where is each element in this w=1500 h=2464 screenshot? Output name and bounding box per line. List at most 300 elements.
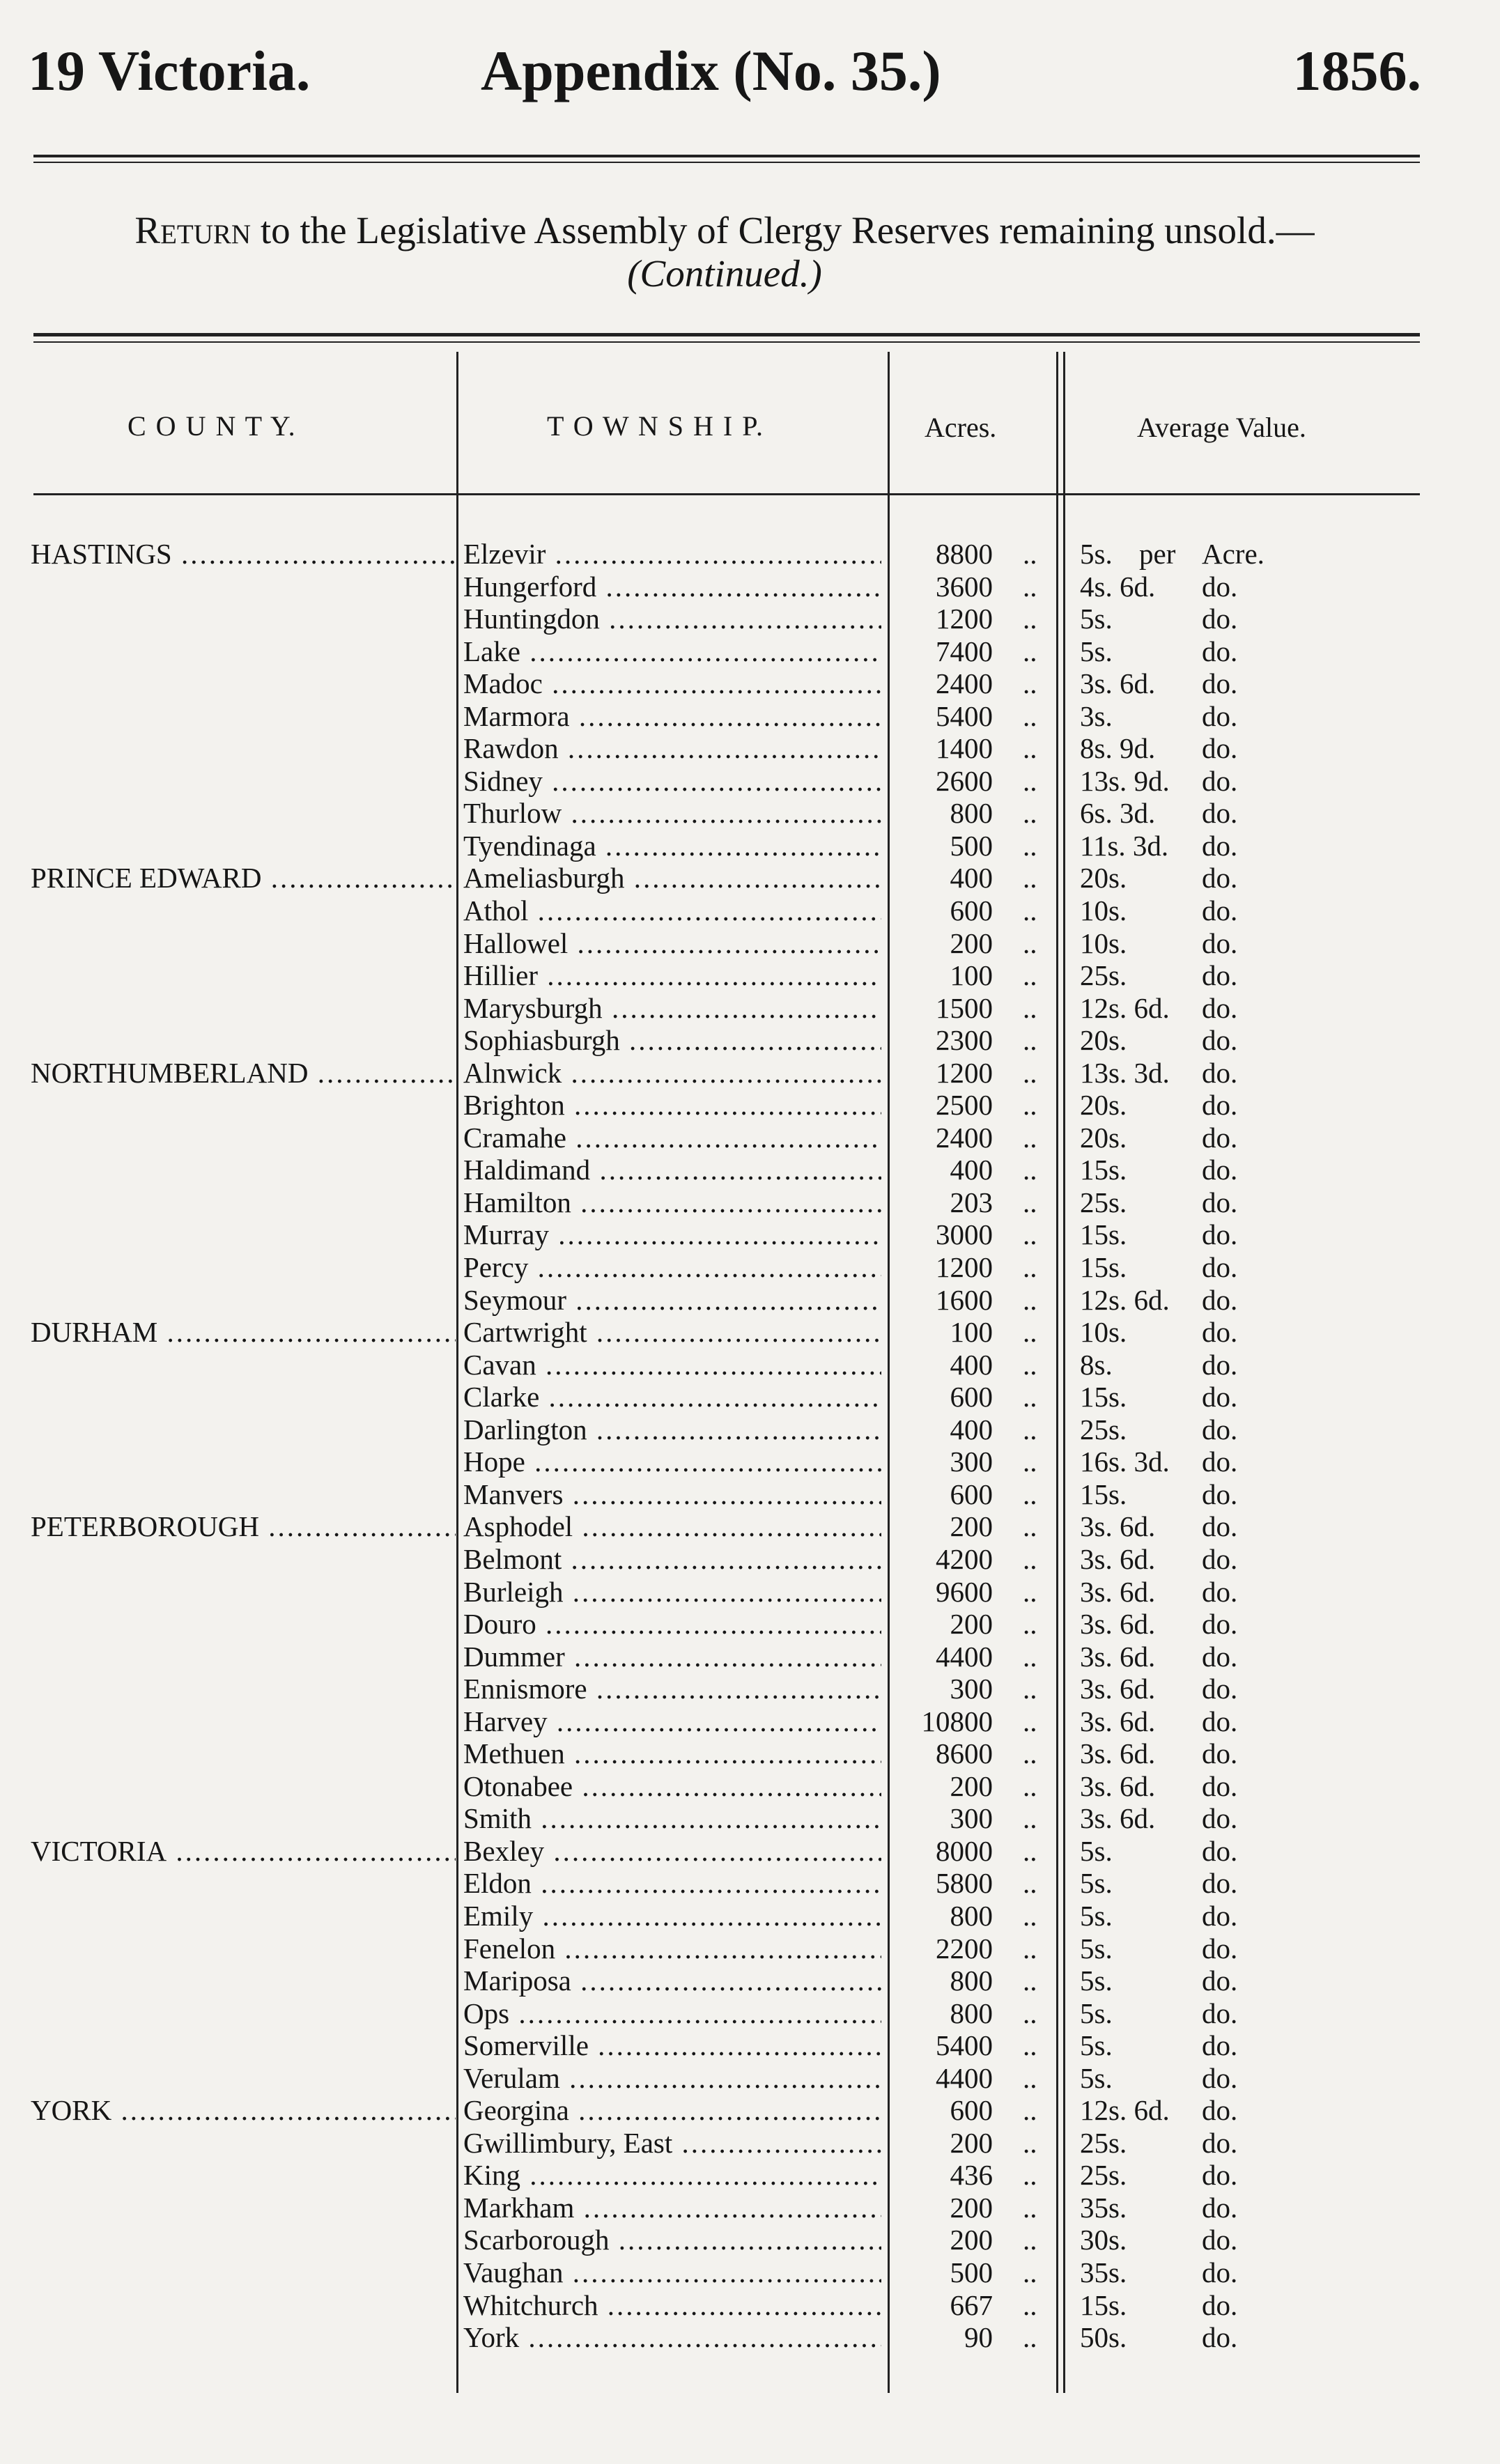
township-cell: Tyendinaga ..... (463, 830, 881, 862)
column-header-value: Average Value. (1137, 412, 1306, 443)
township-cell: Ennismore ..... (463, 1673, 881, 1705)
document-title (28, 209, 1421, 295)
value-cell: 5s. (1080, 603, 1113, 635)
value-cell: 35s. (1080, 2256, 1127, 2288)
table-top-rule-1 (33, 333, 1420, 336)
acres-cell: 400 (950, 1348, 993, 1381)
value-cell: 3s. 6d. (1080, 667, 1156, 700)
table-row (0, 1218, 1500, 1251)
acres-cell: 2500 (936, 1089, 993, 1122)
table-row (0, 2029, 1500, 2062)
township-cell: Emily ..... (463, 1900, 881, 1932)
ditto-leader: .. (1023, 2029, 1037, 2062)
value-unit-cell: do. (1202, 1705, 1238, 1737)
value-cell: 3s. 6d. (1080, 1737, 1156, 1770)
table-row (0, 571, 1500, 603)
acres-cell: 600 (950, 894, 993, 927)
table-row (0, 1641, 1500, 1673)
acres-cell: 1500 (936, 991, 993, 1024)
ditto-leader: .. (1023, 1316, 1037, 1349)
ditto-leader: .. (1023, 732, 1037, 765)
acres-cell: 500 (950, 829, 993, 862)
ditto-leader: .. (1023, 2321, 1037, 2354)
value-unit-cell: do. (1202, 699, 1238, 732)
table-row (0, 1608, 1500, 1641)
ditto-leader: .. (1023, 1705, 1037, 1737)
value-unit-cell: do. (1202, 1316, 1238, 1349)
township-cell: Thurlow ..... (463, 797, 881, 829)
value-cell: 3s. 6d. (1080, 1510, 1156, 1543)
value-unit-cell: do. (1202, 1802, 1238, 1835)
value-cell: 25s. (1080, 1413, 1127, 1446)
value-unit-cell: do. (1202, 2191, 1238, 2224)
ditto-leader: .. (1023, 1834, 1037, 1867)
value-cell: 3s. 6d. (1080, 1640, 1156, 1673)
ditto-leader: .. (1023, 2159, 1037, 2192)
value-cell: 12s. 6d. (1080, 1283, 1170, 1316)
acres-cell: 3600 (936, 570, 993, 603)
value-cell: 3s. 6d. (1080, 1802, 1156, 1835)
value-unit-cell: do. (1202, 2321, 1238, 2354)
table-row (0, 1122, 1500, 1154)
county-cell: NORTHUMBERLAND ..... (31, 1057, 456, 1089)
acres-cell: 200 (950, 2191, 993, 2224)
acres-cell: 1200 (936, 1251, 993, 1284)
value-cell: 25s. (1080, 959, 1127, 992)
value-unit-cell: do. (1202, 1024, 1238, 1057)
ditto-leader: .. (1023, 1186, 1037, 1218)
township-cell: Cavan ..... (463, 1349, 881, 1381)
table-top-rule-2 (33, 341, 1420, 343)
acres-cell: 8000 (936, 1834, 993, 1867)
value-unit-cell: do. (1202, 1218, 1238, 1251)
table-row (0, 2062, 1500, 2095)
table-row (0, 603, 1500, 635)
table-row (0, 765, 1500, 798)
acres-cell: 200 (950, 927, 993, 959)
table-row (0, 1381, 1500, 1413)
value-unit-cell: do. (1202, 1932, 1238, 1965)
township-cell: York ..... (463, 2321, 881, 2353)
table-row (0, 1932, 1500, 1965)
township-cell: Sophiasburgh ..... (463, 1024, 881, 1056)
value-unit-cell: do. (1202, 2061, 1238, 2094)
ditto-leader: .. (1023, 1381, 1037, 1413)
value-cell: 20s. (1080, 1024, 1127, 1057)
township-cell: Alnwick ..... (463, 1057, 881, 1089)
acres-cell: 400 (950, 862, 993, 894)
table-row (0, 2256, 1500, 2289)
table-row (0, 1900, 1500, 1932)
table-row (0, 2094, 1500, 2127)
ditto-leader: .. (1023, 1769, 1037, 1802)
county-cell: VICTORIA ..... (31, 1835, 456, 1867)
value-extra-cell: per (1139, 538, 1176, 570)
value-unit-cell: do. (1202, 2288, 1238, 2321)
table-row (0, 1997, 1500, 2030)
ditto-leader: .. (1023, 570, 1037, 603)
acres-cell: 100 (950, 959, 993, 992)
township-cell: Vaughan ..... (463, 2256, 881, 2288)
value-unit-cell: do. (1202, 1283, 1238, 1316)
county-cell: PRINCE EDWARD ..... (31, 862, 456, 894)
acres-cell: 8800 (936, 538, 993, 570)
table-row (0, 1737, 1500, 1770)
value-cell: 12s. 6d. (1080, 2094, 1170, 2127)
acres-cell: 200 (950, 1608, 993, 1641)
value-unit-cell: do. (1202, 732, 1238, 765)
ditto-leader: .. (1023, 2256, 1037, 2288)
title-text: to the Legislative Assembly of Clergy Reserves remaining unsold.— (260, 209, 1315, 251)
acres-cell: 600 (950, 1381, 993, 1413)
township-cell: Eldon ..... (463, 1867, 881, 1899)
value-cell: 15s. (1080, 1154, 1127, 1186)
ditto-leader: .. (1023, 1478, 1037, 1510)
township-cell: Hamilton ..... (463, 1186, 881, 1218)
value-unit-cell: do. (1202, 2224, 1238, 2256)
acres-cell: 4400 (936, 1640, 993, 1673)
ditto-leader: .. (1023, 1089, 1037, 1122)
acres-cell: 5800 (936, 1867, 993, 1900)
value-unit-cell: do. (1202, 1608, 1238, 1641)
table-row (0, 1251, 1500, 1284)
value-unit-cell: do. (1202, 764, 1238, 797)
ditto-leader: .. (1023, 1673, 1037, 1705)
table-row (0, 1705, 1500, 1738)
value-cell: 5s. (1080, 538, 1113, 570)
value-unit-cell: do. (1202, 1154, 1238, 1186)
ditto-leader: .. (1023, 538, 1037, 570)
table-row (0, 1057, 1500, 1090)
acres-cell: 300 (950, 1446, 993, 1478)
value-cell: 6s. 3d. (1080, 797, 1156, 830)
value-unit-cell: do. (1202, 1121, 1238, 1154)
acres-cell: 8600 (936, 1737, 993, 1770)
acres-cell: 9600 (936, 1575, 993, 1608)
table-row (0, 2289, 1500, 2322)
value-cell: 20s. (1080, 1121, 1127, 1154)
acres-cell: 800 (950, 1997, 993, 2029)
township-cell: Asphodel ..... (463, 1510, 881, 1542)
table-row (0, 1673, 1500, 1705)
value-unit-cell: do. (1202, 667, 1238, 700)
value-unit-cell: do. (1202, 1575, 1238, 1608)
value-unit-cell: do. (1202, 2159, 1238, 2192)
acres-cell: 2400 (936, 1121, 993, 1154)
acres-cell: 500 (950, 2256, 993, 2288)
header-rule-1 (33, 155, 1420, 157)
table-row (0, 2224, 1500, 2256)
value-unit-cell: do. (1202, 1186, 1238, 1218)
township-cell: Brighton ..... (463, 1089, 881, 1121)
value-unit-cell: do. (1202, 1446, 1238, 1478)
township-cell: Burleigh ..... (463, 1576, 881, 1608)
township-cell: Athol ..... (463, 894, 881, 927)
township-cell: Markham ..... (463, 2192, 881, 2224)
county-cell: PETERBOROUGH ..... (31, 1510, 456, 1542)
ditto-leader: .. (1023, 603, 1037, 635)
table-row (0, 894, 1500, 927)
value-unit-cell: do. (1202, 570, 1238, 603)
value-cell: 3s. (1080, 699, 1113, 732)
value-unit-cell: do. (1202, 1737, 1238, 1770)
township-cell: Cartwright ..... (463, 1316, 881, 1348)
value-unit-cell: do. (1202, 829, 1238, 862)
township-cell: Ameliasburgh ..... (463, 862, 881, 894)
value-unit-cell: do. (1202, 1510, 1238, 1543)
value-unit-cell: do. (1202, 797, 1238, 830)
value-cell: 4s. 6d. (1080, 570, 1156, 603)
table-row (0, 1543, 1500, 1576)
ditto-leader: .. (1023, 1932, 1037, 1965)
township-cell: Haldimand ..... (463, 1154, 881, 1186)
ditto-leader: .. (1023, 1737, 1037, 1770)
table-row (0, 830, 1500, 862)
township-cell: Somerville ..... (463, 2029, 881, 2061)
ditto-leader: .. (1023, 667, 1037, 700)
value-cell: 20s. (1080, 1089, 1127, 1122)
value-cell: 25s. (1080, 2126, 1127, 2159)
acres-cell: 300 (950, 1673, 993, 1705)
value-cell: 3s. 6d. (1080, 1575, 1156, 1608)
ditto-leader: .. (1023, 1218, 1037, 1251)
township-cell: Manvers ..... (463, 1478, 881, 1510)
table-row (0, 1154, 1500, 1186)
ditto-leader: .. (1023, 1348, 1037, 1381)
acres-cell: 200 (950, 1510, 993, 1543)
value-cell: 30s. (1080, 2224, 1127, 2256)
value-unit-cell: do. (1202, 1542, 1238, 1575)
acres-cell: 5400 (936, 699, 993, 732)
table-row (0, 1510, 1500, 1543)
value-cell: 5s. (1080, 2061, 1113, 2094)
value-unit-cell: do. (1202, 1251, 1238, 1284)
ditto-leader: .. (1023, 1997, 1037, 2029)
ditto-leader: .. (1023, 1413, 1037, 1446)
township-cell: Clarke ..... (463, 1381, 881, 1413)
header-bottom-rule (33, 493, 1420, 495)
value-unit-cell: do. (1202, 1640, 1238, 1673)
acres-cell: 800 (950, 797, 993, 830)
value-unit-cell: do. (1202, 635, 1238, 667)
township-cell: Seymour ..... (463, 1284, 881, 1316)
ditto-leader: .. (1023, 1965, 1037, 1997)
value-cell: 15s. (1080, 1251, 1127, 1284)
county-cell: YORK ..... (31, 2094, 456, 2126)
ditto-leader: .. (1023, 2126, 1037, 2159)
value-cell: 13s. 3d. (1080, 1056, 1170, 1089)
value-unit-cell: do. (1202, 1478, 1238, 1510)
value-unit-cell: do. (1202, 1965, 1238, 1997)
ditto-leader: .. (1023, 959, 1037, 992)
table-row (0, 927, 1500, 960)
value-unit-cell: do. (1202, 927, 1238, 959)
table-row (0, 1024, 1500, 1057)
value-unit-cell: do. (1202, 1673, 1238, 1705)
value-cell: 15s. (1080, 1478, 1127, 1510)
acres-cell: 200 (950, 1769, 993, 1802)
township-cell: Cramahe ..... (463, 1122, 881, 1154)
township-cell: Hope ..... (463, 1446, 881, 1478)
township-cell: Marmora ..... (463, 700, 881, 732)
table-row (0, 862, 1500, 894)
township-cell: Rawdon ..... (463, 732, 881, 764)
ditto-leader: .. (1023, 797, 1037, 830)
township-cell: Darlington ..... (463, 1413, 881, 1446)
acres-cell: 2400 (936, 667, 993, 700)
township-cell: Fenelon ..... (463, 1932, 881, 1965)
header-appendix: Appendix (No. 35.) (481, 39, 941, 102)
acres-cell: 800 (950, 1899, 993, 1932)
value-unit-cell: do. (1202, 894, 1238, 927)
township-cell: Douro ..... (463, 1608, 881, 1640)
acres-cell: 10800 (921, 1705, 993, 1737)
value-cell: 10s. (1080, 1316, 1127, 1349)
township-cell: Percy ..... (463, 1251, 881, 1283)
ditto-leader: .. (1023, 2288, 1037, 2321)
county-cell: DURHAM ..... (31, 1316, 456, 1348)
ditto-leader: .. (1023, 894, 1037, 927)
table-row (0, 797, 1500, 830)
ditto-leader: .. (1023, 2191, 1037, 2224)
value-unit-cell: do. (1202, 959, 1238, 992)
acres-cell: 1200 (936, 1056, 993, 1089)
township-cell: Georgina ..... (463, 2094, 881, 2126)
township-cell: Ops ..... (463, 1997, 881, 2029)
township-cell: Otonabee ..... (463, 1770, 881, 1802)
county-cell: HASTINGS ..... (31, 538, 456, 570)
township-cell: Bexley ..... (463, 1835, 881, 1867)
title-continued: (Continued.) (627, 252, 822, 295)
value-unit-cell: do. (1202, 1834, 1238, 1867)
table-row (0, 992, 1500, 1025)
township-cell: Smith ..... (463, 1802, 881, 1834)
township-cell: Methuen ..... (463, 1737, 881, 1769)
value-unit-cell: do. (1202, 1769, 1238, 1802)
value-unit-cell: do. (1202, 1056, 1238, 1089)
ditto-leader: .. (1023, 1024, 1037, 1057)
value-cell: 11s. 3d. (1080, 829, 1169, 862)
ditto-leader: .. (1023, 1283, 1037, 1316)
column-header-county: C O U N T Y. (127, 410, 297, 442)
header-rule-2 (33, 162, 1420, 163)
acres-cell: 200 (950, 2126, 993, 2159)
value-unit-cell: do. (1202, 2029, 1238, 2062)
value-cell: 3s. 6d. (1080, 1673, 1156, 1705)
value-cell: 10s. (1080, 927, 1127, 959)
township-cell: Hillier ..... (463, 959, 881, 991)
value-unit-cell: do. (1202, 2256, 1238, 2288)
value-cell: 13s. 9d. (1080, 764, 1170, 797)
header-session: 19 Victoria. (28, 39, 311, 102)
ditto-leader: .. (1023, 1121, 1037, 1154)
township-cell: Mariposa ..... (463, 1965, 881, 1997)
value-unit-cell: do. (1202, 862, 1238, 894)
value-cell: 15s. (1080, 1218, 1127, 1251)
value-cell: 5s. (1080, 1867, 1113, 1900)
ditto-leader: .. (1023, 699, 1037, 732)
value-unit-cell: Acre. (1202, 538, 1265, 570)
township-cell: Lake ..... (463, 635, 881, 667)
township-cell: Huntingdon ..... (463, 603, 881, 635)
acres-cell: 600 (950, 2094, 993, 2127)
table-row (0, 2321, 1500, 2354)
ditto-leader: .. (1023, 829, 1037, 862)
value-cell: 35s. (1080, 2191, 1127, 2224)
acres-cell: 600 (950, 1478, 993, 1510)
acres-cell: 203 (950, 1186, 993, 1218)
table-row (0, 1446, 1500, 1478)
acres-cell: 200 (950, 2224, 993, 2256)
table-row (0, 1965, 1500, 1997)
township-cell: Gwillimbury, East ..... (463, 2127, 881, 2159)
township-cell: Belmont ..... (463, 1543, 881, 1575)
value-cell: 5s. (1080, 1932, 1113, 1965)
value-unit-cell: do. (1202, 1089, 1238, 1122)
ditto-leader: .. (1023, 764, 1037, 797)
acres-cell: 2600 (936, 764, 993, 797)
value-cell: 5s. (1080, 635, 1113, 667)
ditto-leader: .. (1023, 1154, 1037, 1186)
table-row (0, 700, 1500, 733)
value-cell: 8s. 9d. (1080, 732, 1156, 765)
township-cell: Hungerford ..... (463, 571, 881, 603)
acres-cell: 5400 (936, 2029, 993, 2062)
acres-cell: 4400 (936, 2061, 993, 2094)
ditto-leader: .. (1023, 991, 1037, 1024)
value-unit-cell: do. (1202, 1413, 1238, 1446)
header-year: 1856. (1292, 39, 1421, 102)
acres-cell: 400 (950, 1154, 993, 1186)
table-row (0, 2159, 1500, 2192)
acres-cell: 1600 (936, 1283, 993, 1316)
value-cell: 20s. (1080, 862, 1127, 894)
table-row (0, 1413, 1500, 1446)
table-row (0, 2127, 1500, 2160)
table-row (0, 2192, 1500, 2224)
ditto-leader: .. (1023, 1446, 1037, 1478)
table-row (0, 1284, 1500, 1317)
ditto-leader: .. (1023, 2094, 1037, 2127)
table-row (0, 1316, 1500, 1349)
ditto-leader: .. (1023, 1899, 1037, 1932)
value-unit-cell: do. (1202, 1381, 1238, 1413)
value-cell: 15s. (1080, 1381, 1127, 1413)
value-cell: 3s. 6d. (1080, 1705, 1156, 1737)
ditto-leader: .. (1023, 635, 1037, 667)
ditto-leader: .. (1023, 1608, 1037, 1641)
table-row (0, 635, 1500, 668)
township-cell: Harvey ..... (463, 1705, 881, 1737)
acres-cell: 667 (950, 2288, 993, 2321)
table-row (0, 732, 1500, 765)
value-unit-cell: do. (1202, 603, 1238, 635)
page-header (28, 38, 1421, 115)
table-row (0, 538, 1500, 571)
table-row (0, 1478, 1500, 1511)
value-cell: 5s. (1080, 1965, 1113, 1997)
table-row (0, 1186, 1500, 1219)
ditto-leader: .. (1023, 1542, 1037, 1575)
ditto-leader: .. (1023, 1867, 1037, 1900)
acres-cell: 2200 (936, 1932, 993, 1965)
value-unit-cell: do. (1202, 1348, 1238, 1381)
acres-cell: 90 (964, 2321, 993, 2354)
value-cell: 25s. (1080, 1186, 1127, 1218)
township-cell: Elzevir ..... (463, 538, 881, 570)
ditto-leader: .. (1023, 1802, 1037, 1835)
value-cell: 50s. (1080, 2321, 1127, 2354)
